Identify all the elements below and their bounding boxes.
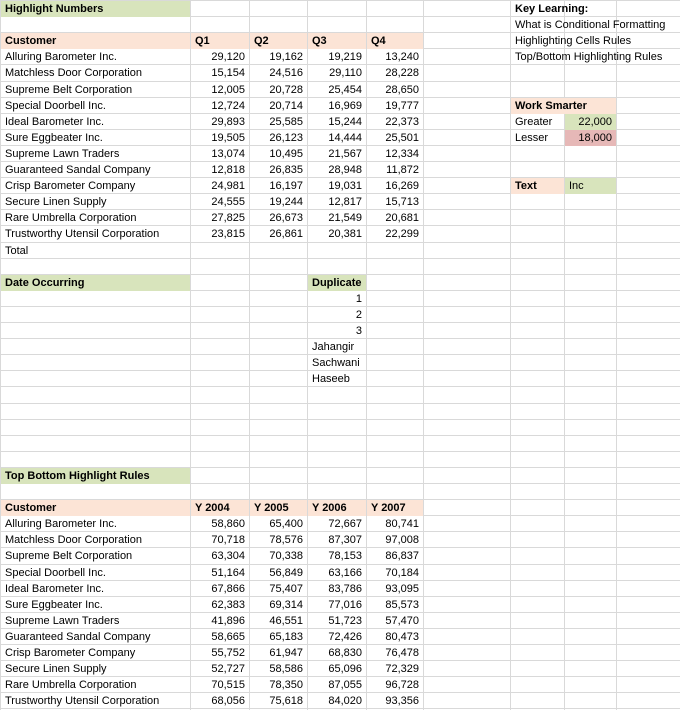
value-cell[interactable]: 23,815 [211,228,245,240]
gridline-horizontal [0,451,680,452]
duplicate-number-cell[interactable]: 1 [355,293,362,305]
value-cell[interactable]: 58,665 [211,631,245,643]
gridline-horizontal [0,403,680,404]
customer-name-cell[interactable]: Supreme Belt Corporation [5,84,133,96]
key-learning-item[interactable]: Highlighting Cells Rules [515,35,632,47]
value-cell[interactable]: 52,727 [211,663,245,675]
value-cell[interactable]: 12,817 [328,196,362,208]
value-cell[interactable]: 27,825 [211,212,245,224]
value-cell[interactable]: 85,573 [385,599,419,611]
duplicate-name-cell[interactable]: Jahangir [312,341,355,353]
value-cell[interactable]: 72,329 [385,663,419,675]
value-cell[interactable]: 63,166 [328,567,362,579]
duplicate-name-cell[interactable]: Haseeb [312,373,350,385]
value-cell[interactable]: 29,110 [329,67,362,79]
customer-name-cell[interactable]: Crisp Barometer Company [5,180,136,192]
header-quarter[interactable]: Q1 [191,33,249,49]
header-quarter[interactable]: Q3 [308,33,366,49]
value-cell[interactable]: 41,896 [211,615,245,627]
value-cell[interactable]: 58,860 [211,518,245,530]
header-quarter[interactable]: Q4 [367,33,423,49]
value-cell[interactable]: 12,334 [385,148,419,160]
duplicate-name-cell[interactable]: Sachwani [312,357,360,369]
value-cell[interactable]: 70,338 [269,550,303,562]
value-cell[interactable]: 46,551 [269,615,303,627]
value-cell[interactable]: 61,947 [269,647,303,659]
customer-name-cell[interactable]: Guaranteed Sandal Company [5,164,151,176]
value-cell[interactable]: 57,470 [385,615,419,627]
value-cell[interactable]: 70,515 [211,679,245,691]
gridline-vertical [616,0,617,710]
value-cell[interactable]: 80,473 [385,631,419,643]
value-cell[interactable]: 62,383 [211,599,245,611]
value-cell[interactable]: 72,667 [328,518,362,530]
value-cell[interactable]: 12,818 [211,164,245,176]
customer-name-cell[interactable]: Alluring Barometer Inc. [5,518,117,530]
value-cell[interactable]: 75,618 [269,695,303,707]
value-cell[interactable]: 78,350 [269,679,303,691]
value-cell[interactable]: 13,074 [211,148,245,160]
header-year[interactable]: Y 2004 [191,500,249,516]
value-cell[interactable]: 28,650 [385,84,419,96]
value-cell[interactable]: 75,407 [269,583,303,595]
value-cell[interactable]: 14,444 [328,132,362,144]
value-cell[interactable]: 65,183 [269,631,303,643]
value-cell[interactable]: 80,741 [385,518,419,530]
customer-name-cell[interactable]: Special Doorbell Inc. [5,100,106,112]
value-cell[interactable]: 55,752 [211,647,245,659]
customer-name-cell[interactable]: Ideal Barometer Inc. [5,116,105,128]
customer-name-cell[interactable]: Trustworthy Utensil Corporation [5,228,160,240]
value-cell[interactable]: 20,714 [269,100,303,112]
header-customer[interactable]: Customer [1,33,190,49]
greater-value-input[interactable]: 22,000 [565,114,616,130]
value-cell[interactable]: 58,586 [269,663,303,675]
gridline-vertical [423,0,424,710]
value-cell[interactable]: 16,269 [385,180,419,192]
value-cell[interactable]: 19,162 [269,51,303,63]
gridline-horizontal [0,419,680,420]
greater-label[interactable]: Greater [515,116,553,128]
value-cell[interactable]: 12,005 [211,84,245,96]
value-cell[interactable]: 72,426 [328,631,362,643]
customer-name-cell[interactable]: Guaranteed Sandal Company [5,631,151,643]
key-learning-item[interactable]: Top/Bottom Highlighting Rules [515,51,663,63]
value-cell[interactable]: 26,123 [269,132,303,144]
value-cell[interactable]: 69,314 [269,599,303,611]
value-cell[interactable]: 15,154 [211,67,245,79]
customer-name-cell[interactable]: Special Doorbell Inc. [5,567,106,579]
header-customer[interactable]: Customer [1,500,190,516]
value-cell[interactable]: 21,549 [328,212,362,224]
value-cell[interactable]: 15,244 [328,116,362,128]
value-cell[interactable]: 68,056 [211,695,245,707]
value-cell[interactable]: 19,244 [269,196,303,208]
header-quarter[interactable]: Q2 [250,33,307,49]
value-cell[interactable]: 51,723 [328,615,362,627]
value-cell[interactable]: 86,837 [385,550,419,562]
value-cell[interactable]: 19,505 [211,132,245,144]
value-cell[interactable]: 96,728 [385,679,419,691]
value-cell[interactable]: 87,055 [328,679,362,691]
value-cell[interactable]: 20,681 [385,212,419,224]
value-cell[interactable]: 25,454 [328,84,362,96]
value-cell[interactable]: 16,969 [328,100,362,112]
lesser-value-input[interactable]: 18,000 [565,130,616,146]
value-cell[interactable]: 87,307 [328,534,362,546]
value-cell[interactable]: 26,673 [269,212,303,224]
value-cell[interactable]: 84,020 [328,695,362,707]
value-cell[interactable]: 68,830 [328,647,362,659]
value-cell[interactable]: 25,585 [269,116,303,128]
value-cell[interactable]: 28,228 [385,67,419,79]
customer-name-cell[interactable]: Alluring Barometer Inc. [5,51,117,63]
value-cell[interactable]: 10,495 [269,148,303,160]
value-cell[interactable]: 22,373 [385,116,419,128]
section-title-date-occurring[interactable]: Date Occurring [1,275,190,291]
customer-name-cell[interactable]: Ideal Barometer Inc. [5,583,105,595]
customer-name-cell[interactable]: Crisp Barometer Company [5,647,136,659]
customer-name-cell[interactable]: Sure Eggbeater Inc. [5,599,103,611]
value-cell[interactable]: 20,728 [269,84,303,96]
value-cell[interactable]: 19,777 [385,100,419,112]
value-cell[interactable]: 76,478 [385,647,419,659]
value-cell[interactable]: 29,893 [211,116,245,128]
customer-name-cell[interactable]: Trustworthy Utensil Corporation [5,695,160,707]
value-cell[interactable]: 25,501 [385,132,419,144]
value-cell[interactable]: 65,096 [328,663,362,675]
customer-name-cell[interactable]: Rare Umbrella Corporation [5,679,137,691]
section-title-top-bottom[interactable]: Top Bottom Highlight Rules [1,468,190,484]
duplicate-number-cell[interactable]: 2 [355,309,362,321]
customer-name-cell[interactable]: Matchless Door Corporation [5,534,142,546]
customer-name-cell[interactable]: Supreme Lawn Traders [5,148,120,160]
value-cell[interactable]: 19,031 [328,180,362,192]
value-cell[interactable]: 15,713 [385,196,419,208]
value-cell[interactable]: 70,184 [385,567,419,579]
duplicate-number-cell[interactable]: 3 [355,325,362,337]
value-cell[interactable]: 93,095 [385,583,419,595]
value-cell[interactable]: 26,835 [269,164,303,176]
value-cell[interactable]: 24,516 [269,67,303,79]
key-learning-item[interactable]: What is Conditional Formatting [515,19,666,31]
customer-name-cell[interactable]: Matchless Door Corporation [5,67,142,79]
value-cell[interactable]: 70,718 [211,534,245,546]
value-cell[interactable]: 78,576 [269,534,303,546]
value-cell[interactable]: 56,849 [269,567,303,579]
value-cell[interactable]: 51,164 [211,567,245,579]
value-cell[interactable]: 21,567 [328,148,362,160]
value-cell[interactable]: 22,299 [385,228,419,240]
value-cell[interactable]: 97,008 [385,534,419,546]
work-smarter-title[interactable]: Work Smarter [511,98,616,114]
customer-name-cell[interactable]: Supreme Lawn Traders [5,615,120,627]
gridline-horizontal [0,435,680,436]
lesser-label[interactable]: Lesser [515,132,549,144]
value-cell[interactable]: 20,381 [328,228,362,240]
value-cell[interactable]: 19,219 [328,51,362,63]
value-cell[interactable]: 28,948 [328,164,362,176]
value-cell[interactable]: 77,016 [328,599,362,611]
value-cell[interactable]: 26,861 [269,228,303,240]
header-year[interactable]: Y 2007 [367,500,423,516]
text-label[interactable]: Text [511,178,564,194]
duplicate-title[interactable]: Duplicate [308,275,366,291]
value-cell[interactable]: 93,356 [385,695,419,707]
customer-name-cell[interactable]: Secure Linen Supply [5,196,107,208]
customer-name-cell[interactable]: Sure Eggbeater Inc. [5,132,103,144]
value-cell[interactable]: 67,866 [211,583,245,595]
customer-name-cell[interactable]: Rare Umbrella Corporation [5,212,137,224]
customer-name-cell[interactable]: Secure Linen Supply [5,663,107,675]
value-cell[interactable]: 12,724 [211,100,245,112]
key-learning-title[interactable]: Key Learning: [515,3,589,15]
value-cell[interactable]: 65,400 [269,518,303,530]
value-cell[interactable]: 24,555 [211,196,245,208]
value-cell[interactable]: 11,872 [386,164,419,176]
header-year[interactable]: Y 2006 [308,500,366,516]
value-cell[interactable]: 63,304 [211,550,245,562]
customer-name-cell[interactable]: Supreme Belt Corporation [5,550,133,562]
section-title-highlight-numbers[interactable]: Highlight Numbers [1,1,190,17]
total-label[interactable]: Total [5,245,29,257]
value-cell[interactable]: 78,153 [328,550,362,562]
text-value-input[interactable]: Inc [565,178,616,194]
value-cell[interactable]: 24,981 [211,180,245,192]
value-cell[interactable]: 83,786 [328,583,362,595]
header-year[interactable]: Y 2005 [250,500,307,516]
value-cell[interactable]: 29,120 [211,51,245,63]
value-cell[interactable]: 16,197 [269,180,303,192]
value-cell[interactable]: 13,240 [385,51,419,63]
